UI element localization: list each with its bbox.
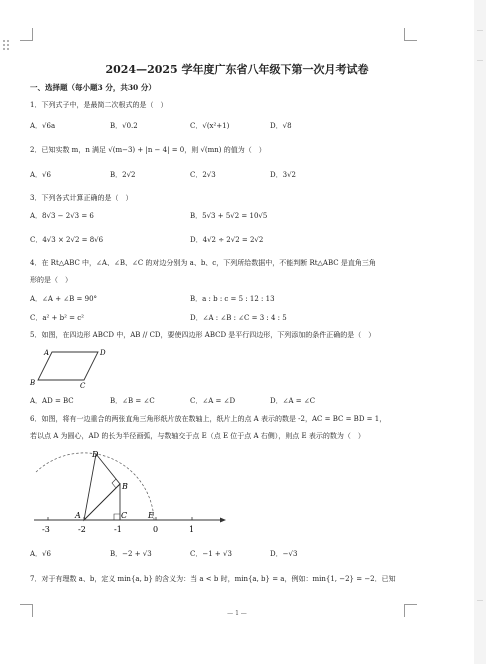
question-5-stem: 5．如图，在四边形 ABCD 中，AB // CD，要使四边形 ABCD 是平行四边形，下列添加的条件正确的是（ ） bbox=[30, 331, 376, 339]
question-1-option-a: A．√6a bbox=[30, 122, 56, 130]
question-3-option-c: C．4√3 × 2√2 = 8√6 bbox=[30, 236, 104, 244]
number-line-arrow-icon bbox=[220, 518, 226, 523]
tick-label: 1 bbox=[189, 525, 195, 534]
fig6-label-b: B bbox=[122, 482, 128, 491]
fig5-label-b: B bbox=[30, 379, 36, 387]
question-2-option-b: B．2√2 bbox=[110, 171, 136, 179]
tick-label: 0 bbox=[153, 525, 159, 534]
question-3-option-a: A．8√3 − 2√3 = 6 bbox=[30, 212, 94, 220]
parallelogram-figure bbox=[28, 342, 108, 392]
right-angle-mark-b bbox=[112, 479, 116, 488]
question-4-option-c: C．a² + b² = c² bbox=[30, 314, 84, 322]
tick-label: -3 bbox=[42, 525, 50, 534]
fig5-label-a: A bbox=[44, 349, 50, 357]
question-1-option-b: B．√0.2 bbox=[110, 122, 138, 130]
question-6-option-b: B．−2 + √3 bbox=[110, 550, 152, 558]
page-number: — 1 — bbox=[227, 610, 247, 617]
fig6-label-a: A bbox=[75, 511, 81, 520]
question-2-stem: 2．已知实数 m，n 满足 √(m−3) + |n − 4| = 0，则 √(mn) 的值为（ ） bbox=[30, 146, 266, 154]
question-5-option-c: C．∠A = ∠D bbox=[190, 397, 236, 405]
fig6-label-c: C bbox=[121, 511, 128, 520]
fig6-label-d: D bbox=[92, 450, 99, 459]
question-5-option-d: D．∠A = ∠C bbox=[270, 397, 316, 405]
drag-handle-icon[interactable] bbox=[3, 40, 11, 52]
question-5-option-a: A．AD = BC bbox=[30, 397, 74, 405]
question-2-option-d: D．3√2 bbox=[270, 171, 296, 179]
page-title: 2024—2025 学年度广东省八年级下第一次月考试卷 bbox=[105, 63, 369, 76]
corner-mark-top-left bbox=[20, 28, 33, 41]
question-6-stem-cont: 若以点 A 为圆心，AD 的长为半径画弧，与数轴交于点 E（点 E 位于点 A 右侧），则点 E 表示的数为（ ） bbox=[30, 432, 365, 440]
question-4-stem: 4．在 Rt△ABC 中，∠A、∠B、∠C 的对边分别为 a、b、c，下列所给数据中，不能判断 Rt△ABC 是直角三角 bbox=[30, 259, 376, 267]
question-7-stem: 7．对于有理数 a、b，定义 min{a, b} 的含义为：当 a < b 时，min{a, b} = a，例如：min{1, −2} = −2．已知 bbox=[30, 575, 396, 583]
right-angle-mark-c bbox=[114, 514, 120, 520]
question-4-option-b: B．a : b : c = 5 : 12 : 13 bbox=[190, 295, 275, 303]
question-2-option-c: C．2√3 bbox=[190, 171, 216, 179]
question-2-option-a: A．√6 bbox=[30, 171, 51, 179]
question-5-option-b: B．∠B = ∠C bbox=[110, 397, 155, 405]
corner-mark-top-right bbox=[404, 28, 417, 41]
question-3-option-d: D．4√2 ÷ 2√2 = 2√2 bbox=[190, 236, 264, 244]
triangle-abd bbox=[84, 454, 120, 520]
question-6-option-d: D．−√3 bbox=[270, 550, 298, 558]
question-3-option-b: B．5√3 + 5√2 = 10√5 bbox=[190, 212, 268, 220]
section-heading: 一、选择题（每小题3 分，共30 分） bbox=[30, 83, 156, 92]
dashed-arc bbox=[36, 453, 154, 520]
question-6-stem: 6．如图，将有一边重合的两张直角三角形纸片放在数轴上，纸片上的点 A 表示的数是 -2，AC = BC = BD = 1， bbox=[30, 415, 387, 423]
question-4-option-a: A．∠A + ∠B = 90° bbox=[30, 295, 98, 303]
fig5-label-c: C bbox=[80, 382, 86, 390]
number-line-figure bbox=[28, 446, 228, 538]
fig5-label-d: D bbox=[100, 349, 106, 357]
adjacent-page-edge bbox=[474, 0, 486, 664]
question-1-option-d: D．√8 bbox=[270, 122, 292, 130]
question-6-option-a: A．√6 bbox=[30, 550, 51, 558]
tick-label: -2 bbox=[78, 525, 86, 534]
question-4-option-d: D．∠A : ∠B : ∠C = 3 : 4 : 5 bbox=[190, 314, 287, 322]
question-4-stem-cont: 形的是（ ） bbox=[30, 276, 72, 284]
question-1-stem: 1．下列式子中，是最简二次根式的是（ ） bbox=[30, 101, 168, 109]
tick-label: -1 bbox=[114, 525, 122, 534]
question-6-option-c: C．−1 + √3 bbox=[190, 550, 232, 558]
question-1-option-c: C．√(x²+1) bbox=[190, 122, 230, 130]
fig6-label-e: E bbox=[148, 511, 154, 520]
question-3-stem: 3．下列各式计算正确的是（ ） bbox=[30, 194, 133, 202]
